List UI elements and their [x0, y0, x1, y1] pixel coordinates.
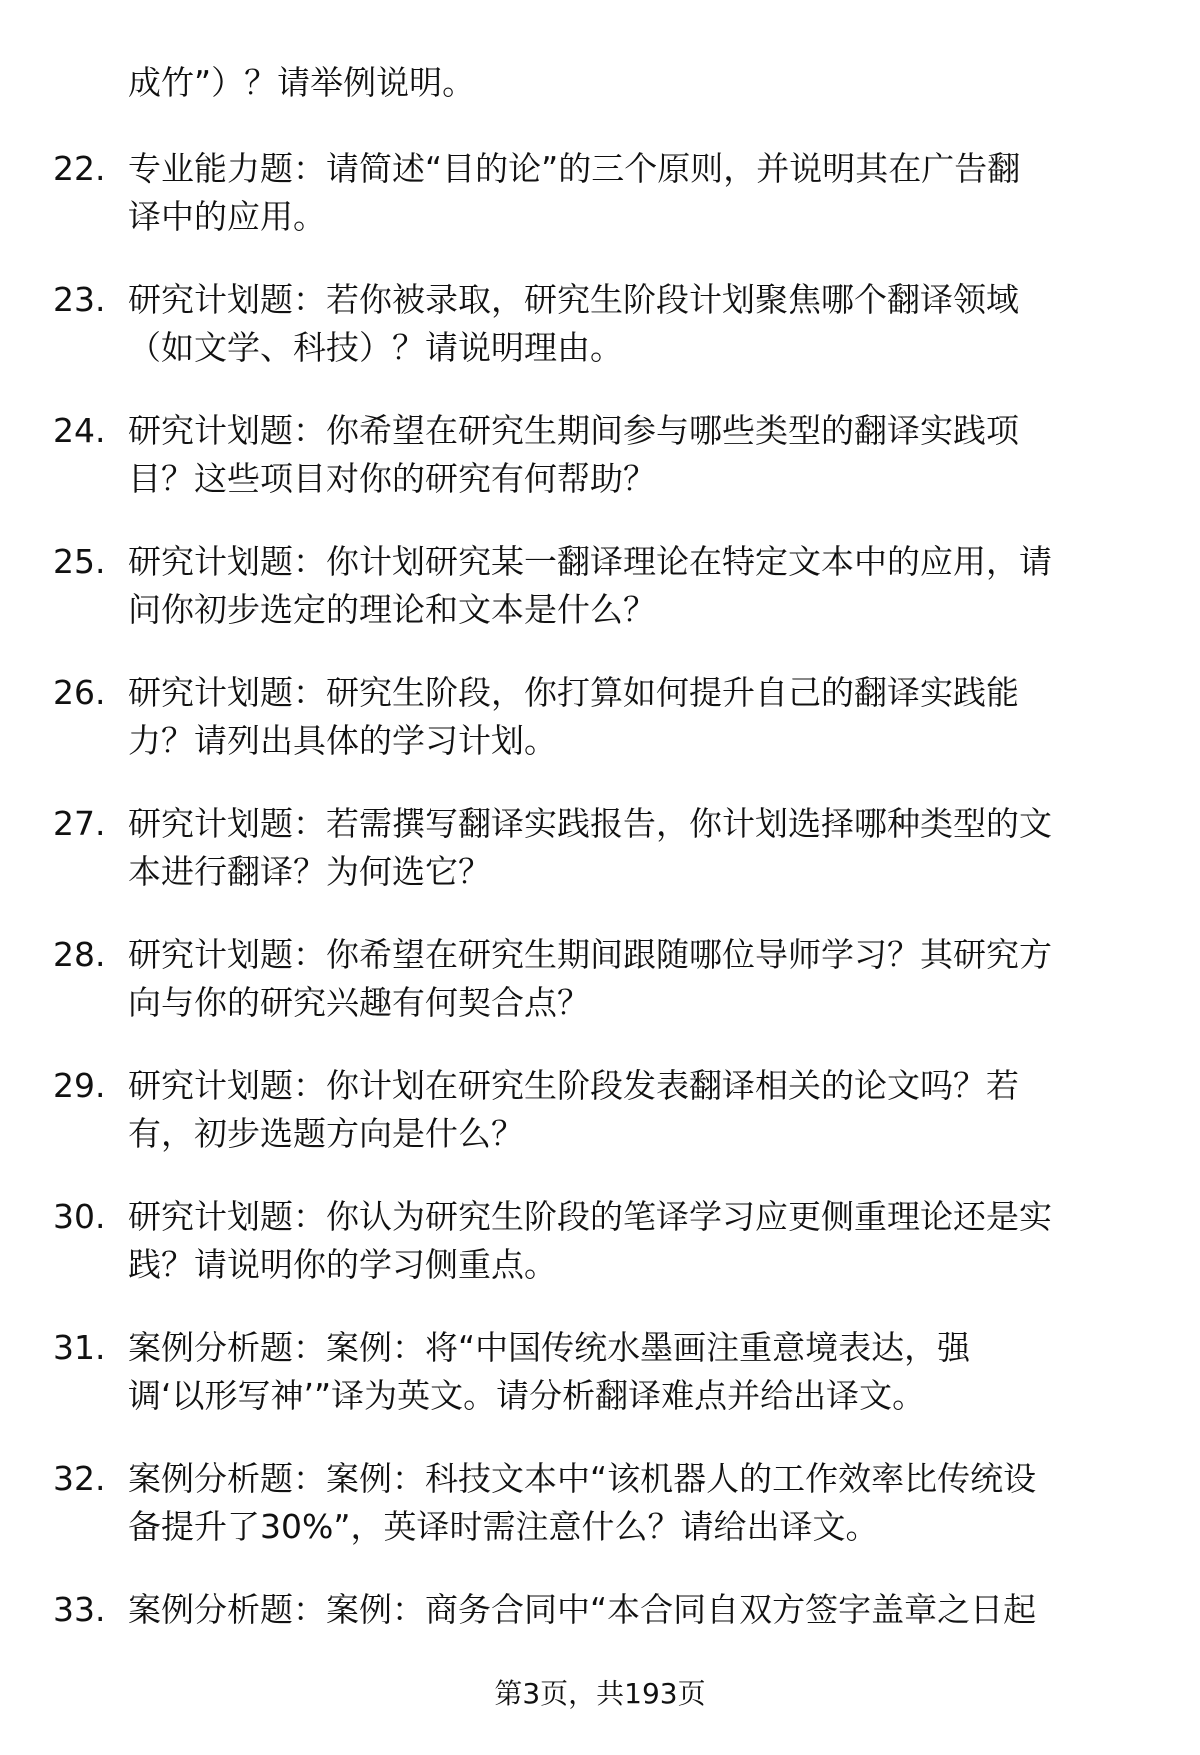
question-number: 26. [53, 673, 106, 712]
question-line: 研究计划题：你认为研究生阶段的笔译学习应更侧重理论还是实 [128, 1197, 1052, 1236]
question-line: 有，初步选题方向是什么？ [128, 1114, 524, 1153]
question-line: 调‘以形写神’”译为英文。请分析翻译难点并给出译文。 [128, 1376, 926, 1415]
continued-question-text [0, 59, 1200, 107]
question-line: 研究计划题：你希望在研究生期间参与哪些类型的翻译实践项 [128, 411, 1019, 450]
question-line: 案例分析题：案例：将“中国传统水墨画注重意境表达，强 [128, 1328, 971, 1367]
question-line: 研究计划题：你希望在研究生期间跟随哪位导师学习？其研究方 [128, 935, 1052, 974]
question-line: 向与你的研究兴趣有何契合点？ [128, 983, 590, 1022]
question-line: 成竹”）？请举例说明。 [128, 63, 476, 102]
question-line: 研究计划题：若你被录取，研究生阶段计划聚焦哪个翻译领域 [128, 280, 1019, 319]
question-number: 33. [53, 1590, 106, 1629]
question-item [0, 1062, 1200, 1158]
question-number: 24. [53, 411, 106, 450]
question-number: 32. [53, 1459, 106, 1498]
question-line: 问你初步选定的理论和文本是什么？ [128, 590, 656, 629]
question-item [0, 669, 1200, 765]
question-line: 研究计划题：你计划在研究生阶段发表翻译相关的论文吗？若 [128, 1066, 1019, 1105]
question-line: 研究计划题：若需撰写翻译实践报告，你计划选择哪种类型的文 [128, 804, 1052, 843]
question-item [0, 1193, 1200, 1289]
question-line: 案例分析题：案例：商务合同中“本合同自双方签字盖章之日起 [128, 1590, 1037, 1629]
question-item [0, 1586, 1200, 1634]
question-item [0, 800, 1200, 896]
question-number: 23. [53, 280, 106, 319]
question-number: 29. [53, 1066, 106, 1105]
question-line: 研究计划题：研究生阶段，你打算如何提升自己的翻译实践能 [128, 673, 1019, 712]
question-item [0, 145, 1200, 241]
question-number: 25. [53, 542, 106, 581]
question-line: 践？请说明你的学习侧重点。 [128, 1245, 557, 1284]
question-item [0, 931, 1200, 1027]
question-line: 案例分析题：案例：科技文本中“该机器人的工作效率比传统设 [128, 1459, 1037, 1498]
question-number: 22. [53, 149, 106, 188]
question-line: 备提升了30%”，英译时需注意什么？请给出译文。 [128, 1507, 879, 1546]
page-number: 第3页，共193页 [494, 1677, 706, 1710]
question-number: 31. [53, 1328, 106, 1367]
question-item [0, 538, 1200, 634]
question-number: 30. [53, 1197, 106, 1236]
question-number: 28. [53, 935, 106, 974]
question-line: 专业能力题：请简述“目的论”的三个原则，并说明其在广告翻 [128, 149, 1021, 188]
question-line: 本进行翻译？为何选它？ [128, 852, 491, 891]
document-body [0, 59, 1200, 1669]
question-line: （如文学、科技）？请说明理由。 [128, 328, 623, 367]
question-number: 27. [53, 804, 106, 843]
question-item [0, 407, 1200, 503]
question-item [0, 1455, 1200, 1551]
question-item [0, 276, 1200, 372]
question-line: 目？这些项目对你的研究有何帮助？ [128, 459, 656, 498]
question-line: 力？请列出具体的学习计划。 [128, 721, 557, 760]
question-line: 译中的应用。 [128, 197, 326, 236]
question-item [0, 1324, 1200, 1420]
question-line: 研究计划题：你计划研究某一翻译理论在特定文本中的应用，请 [128, 542, 1052, 581]
